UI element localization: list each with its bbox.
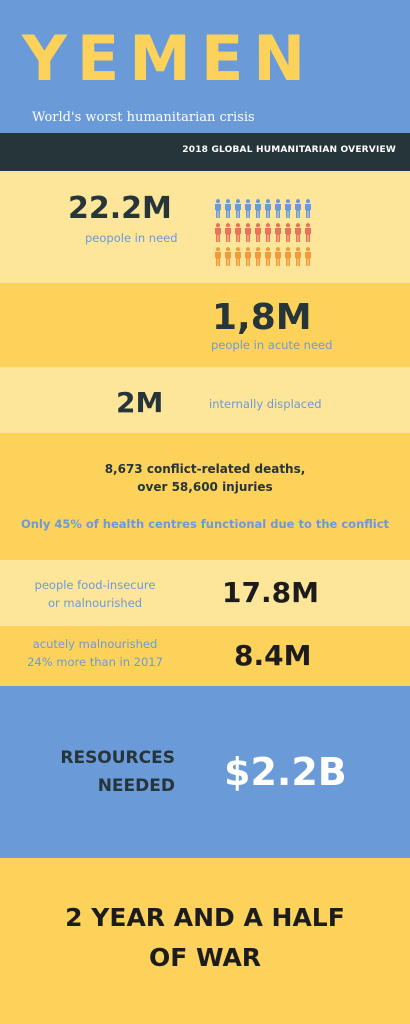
malnourished-value: 8.4M bbox=[234, 639, 312, 672]
acute-need-section bbox=[0, 283, 410, 367]
person-icon bbox=[274, 247, 282, 266]
person-icon bbox=[214, 247, 222, 266]
acute-need-label: people in acute need bbox=[211, 338, 333, 352]
page-subtitle: World's worst humanitarian crisis bbox=[32, 110, 255, 125]
person-icon bbox=[274, 223, 282, 242]
banner bbox=[0, 133, 410, 171]
person-icon bbox=[224, 247, 232, 266]
malnourished-section bbox=[0, 626, 410, 686]
acute-need-value: 1,8M bbox=[212, 297, 312, 338]
person-icon bbox=[214, 199, 222, 218]
people-icon-row bbox=[214, 199, 312, 218]
person-icon bbox=[254, 199, 262, 218]
person-icon bbox=[254, 223, 262, 242]
person-icon bbox=[244, 247, 252, 266]
malnourished-label bbox=[0, 635, 190, 671]
footer-line2: OF WAR bbox=[148, 943, 262, 972]
resources-value: $2.2B bbox=[224, 750, 347, 794]
health-centres-text: Only 45% of health centres functional due to the conflict bbox=[20, 517, 390, 531]
people-icon-row bbox=[214, 247, 312, 266]
resources-label-line2: NEEDED bbox=[97, 776, 175, 796]
food-insecure-label bbox=[0, 576, 190, 612]
person-icon bbox=[234, 223, 242, 242]
person-icon bbox=[264, 199, 272, 218]
person-icon bbox=[294, 223, 302, 242]
banner-text: 2018 GLOBAL HUMANITARIAN OVERVIEW bbox=[182, 145, 396, 155]
people-icon-row bbox=[214, 223, 312, 242]
deaths-text: 8,673 conflict-related deaths, bbox=[104, 462, 306, 476]
person-icon bbox=[294, 247, 302, 266]
person-icon bbox=[274, 199, 282, 218]
people-in-need-section bbox=[0, 171, 410, 283]
casualties-section bbox=[0, 433, 410, 560]
person-icon bbox=[244, 223, 252, 242]
person-icon bbox=[214, 223, 222, 242]
header bbox=[0, 0, 410, 133]
page-title: YEMEN bbox=[22, 22, 316, 95]
person-icon bbox=[244, 199, 252, 218]
person-icon bbox=[224, 199, 232, 218]
people-icon-grid bbox=[214, 199, 312, 271]
person-icon bbox=[234, 247, 242, 266]
resources-section bbox=[0, 686, 410, 858]
food-insecure-label-line2: or malnourished bbox=[47, 596, 143, 610]
person-icon bbox=[234, 199, 242, 218]
footer-section bbox=[0, 858, 410, 1024]
malnourished-label-line1: acutely malnourished bbox=[32, 637, 158, 651]
people-in-need-value: 22.2M bbox=[68, 191, 172, 226]
person-icon bbox=[224, 223, 232, 242]
food-insecure-label-line1: people food-insecure bbox=[34, 578, 156, 592]
food-insecure-section bbox=[0, 560, 410, 626]
food-insecure-value: 17.8M bbox=[222, 576, 319, 609]
person-icon bbox=[264, 247, 272, 266]
person-icon bbox=[254, 247, 262, 266]
person-icon bbox=[284, 223, 292, 242]
footer-text bbox=[0, 898, 410, 978]
displaced-value: 2M bbox=[116, 386, 164, 419]
resources-label bbox=[20, 744, 175, 800]
person-icon bbox=[294, 199, 302, 218]
person-icon bbox=[304, 223, 312, 242]
displaced-label: internally displaced bbox=[209, 397, 322, 411]
person-icon bbox=[284, 247, 292, 266]
footer-line1: 2 YEAR AND A HALF bbox=[65, 903, 345, 932]
resources-label-line1: RESOURCES bbox=[60, 748, 175, 768]
person-icon bbox=[304, 247, 312, 266]
person-icon bbox=[304, 199, 312, 218]
person-icon bbox=[264, 223, 272, 242]
people-in-need-label: peopole in need bbox=[85, 231, 178, 245]
malnourished-label-line2: 24% more than in 2017 bbox=[27, 655, 163, 669]
injuries-text: over 58,600 injuries bbox=[137, 480, 273, 494]
person-icon bbox=[284, 199, 292, 218]
displaced-section bbox=[0, 367, 410, 433]
